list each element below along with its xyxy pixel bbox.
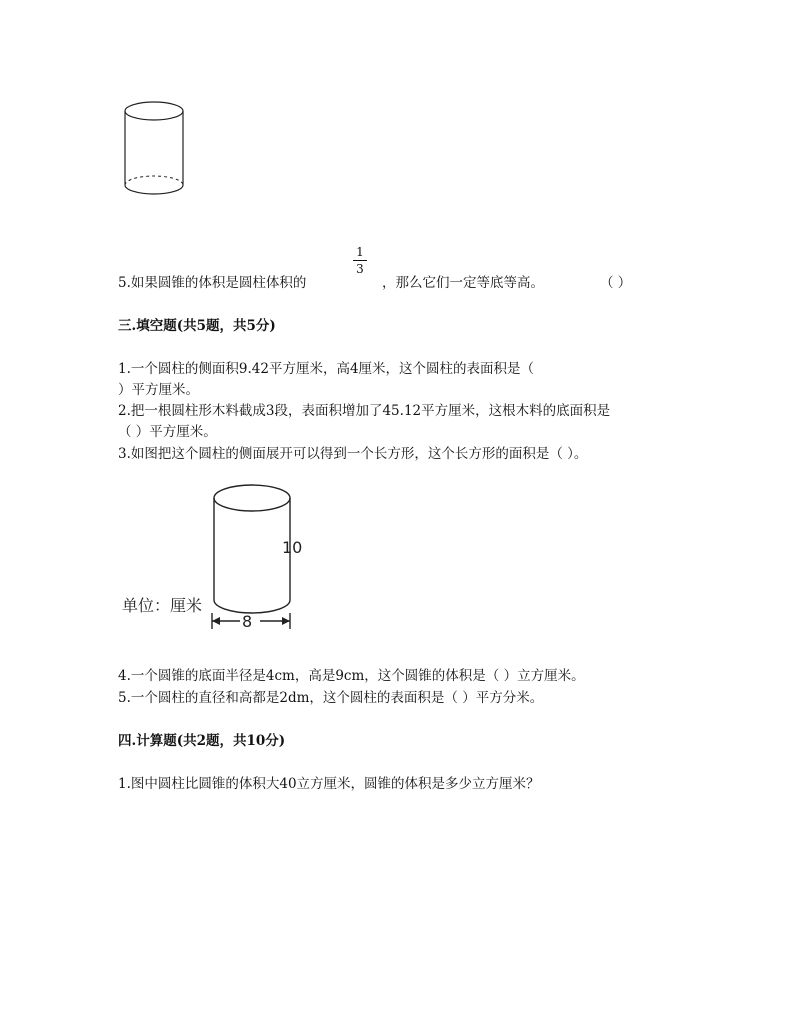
s3-q4: 4.一个圆锥的底面半径是4cm，高是9cm，这个圆锥的体积是（ ）立方厘米。 <box>118 668 585 684</box>
s3-q3: 3.如图把这个圆柱的侧面展开可以得到一个长方形，这个长方形的面积是（ ）。 <box>118 446 588 462</box>
s3-q2-line2: （ ）平方厘米。 <box>118 424 217 440</box>
cylinder-figure-top <box>118 98 190 202</box>
section3-heading: 三.填空题(共5题，共5分) <box>118 318 276 334</box>
prev-q5-text-after: ，那么它们一定等底等高。 <box>382 275 544 291</box>
figure-unit-label: 单位：厘米 <box>122 596 203 615</box>
fraction-numerator: 1 <box>356 245 364 259</box>
s3-q1-line2: ）平方厘米。 <box>118 382 199 398</box>
dim-arrow-left <box>212 617 220 625</box>
fraction-one-third <box>352 245 368 276</box>
cylinder-figure-dimensions <box>204 480 304 635</box>
cylinder-bottom-back-dashed <box>125 176 183 185</box>
prev-q5-text-before: 5.如果圆锥的体积是圆柱体积的 <box>118 275 307 291</box>
prev-q5-answer-bracket: （ ） <box>600 275 632 291</box>
cylinder-top-ellipse <box>125 102 183 120</box>
s3-q5: 5.一个圆柱的直径和高都是2dm，这个圆柱的表面积是（ ）平方分米。 <box>118 690 544 706</box>
dim-cylinder-top-ellipse <box>214 485 290 511</box>
fraction-bar <box>353 260 367 261</box>
fraction-denominator: 3 <box>356 262 364 276</box>
cylinder-bottom-front <box>125 185 183 194</box>
s3-q1-line1: 1.一个圆柱的侧面积9.42平方厘米，高4厘米，这个圆柱的表面积是（ <box>118 361 535 377</box>
figure-diameter-label: 8 <box>242 612 253 631</box>
section4-heading: 四.计算题(共2题，共10分) <box>118 733 286 749</box>
s3-q2-line1: 2.把一根圆柱形木料截成3段，表面积增加了45.12平方厘米，这根木料的底面积是 <box>118 403 611 419</box>
dim-arrow-right <box>282 617 290 625</box>
figure-height-label: 10 <box>282 538 303 557</box>
s4-q1: 1.图中圆柱比圆锥的体积大40立方厘米，圆锥的体积是多少立方厘米？ <box>118 776 540 792</box>
